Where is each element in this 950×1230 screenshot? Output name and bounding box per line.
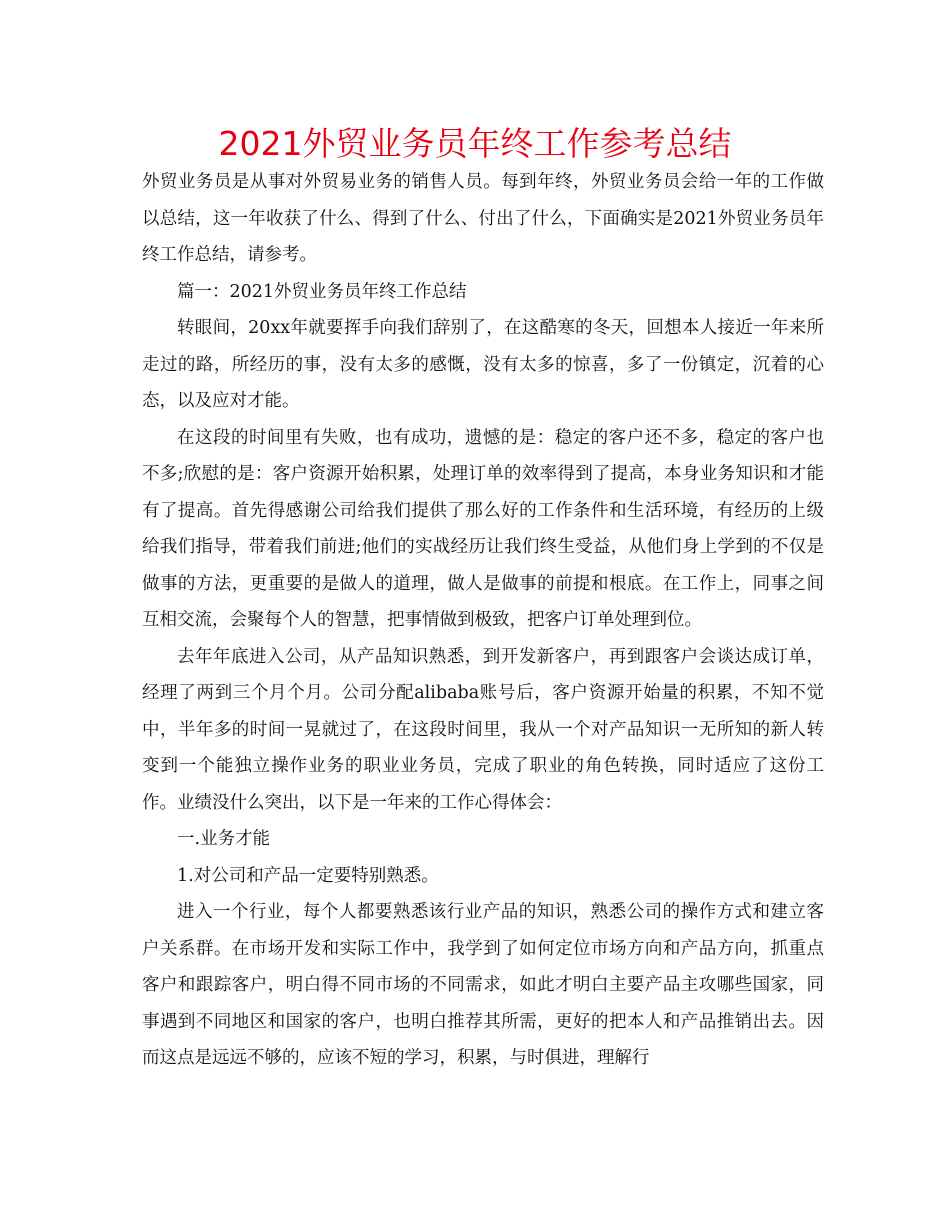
- section-heading: 篇一：2021外贸业务员年终工作总结: [177, 281, 467, 302]
- body-paragraph: 在这段的时间里有失败，也有成功，遗憾的是：稳定的客户还不多，稳定的客户也不多;欣慰的是：客户资源开始积累，处理订单的效率得到了提高，本身业务知识和才能有了提高。首先得感谢公司给我们提供了那么好的工作条件和生活环境，有经历的上级给我们指导，带着我们前进;他们的实战经历让我们终生受益，从他们身上学到的不仅是做事的方法，更重要的是做人的道理，做人是做事的前提和根底。在工作上，同事之间互相交流，会聚每个人的智慧，把事情做到极致，把客户订单处理到位。: [142, 427, 824, 630]
- body-paragraph: 转眼间，20xx年就要挥手向我们辞别了，在这酷寒的冬天，回想本人接近一年来所走过的路，所经历的事，没有太多的感慨，没有太多的惊喜，多了一份镇定，沉着的心态，以及应对才能。: [142, 318, 824, 411]
- subsection-heading: 一.业务才能: [177, 829, 271, 849]
- body-paragraph: 去年年底进入公司，从产品知识熟悉，到开发新客户，再到跟客户会谈达成订单，经理了两到三个月个月。公司分配alibaba账号后，客户资源开始量的积累，不知不觉中，半年多的时间一晃就过了，在这段时间里，我从一个对产品知识一无所知的新人转变到一个能独立操作业务的职业业务员，完成了职业的角色转换，同时适应了这份工作。业绩没什么突出，以下是一年来的工作心得体会：: [142, 646, 824, 813]
- numbered-item: 1.对公司和产品一定要特别熟悉。: [177, 865, 439, 886]
- body-paragraph: 进入一个行业，每个人都要熟悉该行业产品的知识，熟悉公司的操作方式和建立客户关系群。在市场开发和实际工作中，我学到了如何定位市场方向和产品方向，抓重点客户和跟踪客户，明白得不同市场的不同需求，如此才明白主要产品主攻哪些国家，同事遇到不同地区和国家的客户，也明白推荐其所需，更好的把本人和产品推销出去。因而这点是远远不够的，应该不短的学习，积累，与时俱进，理解行: [142, 902, 824, 1068]
- intro-paragraph: 外贸业务员是从事对外贸易业务的销售人员。每到年终，外贸业务员会给一年的工作做以总结，这一年收获了什么、得到了什么、付出了什么，下面确实是2021外贸业务员年终工作总结，请参考。: [142, 172, 824, 265]
- document-body: [142, 164, 824, 1077]
- document-title: 2021外贸业务员年终工作参考总结: [218, 124, 732, 163]
